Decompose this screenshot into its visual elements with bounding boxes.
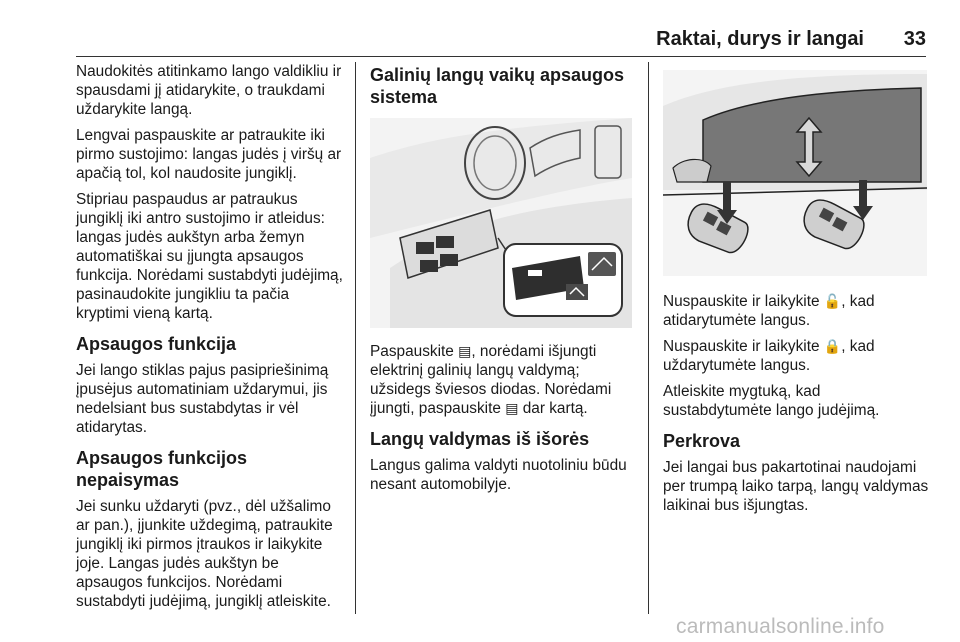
paragraph-overload: Jei langai bus pakartotinai naudojami per trumpą laiko tarpą, langų valdymas laikinai bus išjungtas. bbox=[663, 459, 929, 514]
watermark: carmanualsonline.info bbox=[676, 615, 885, 638]
column-divider-1 bbox=[355, 62, 356, 614]
paragraph-child-lock: Paspauskite ▤, norėdami išjungti elektrinį galinių langų valdymą; užsidegs šviesos diodas. Norėdami įjungti, paspauskite ▤ dar kartą. bbox=[370, 343, 612, 417]
column-divider-2 bbox=[648, 62, 649, 614]
header-rule bbox=[76, 56, 926, 57]
column-1 bbox=[76, 62, 344, 618]
heading-remote-window: Langų valdymas iš išorės bbox=[370, 429, 590, 449]
key-lock-icon: 🔒 bbox=[823, 338, 842, 354]
section-title: Raktai, durys ir langai bbox=[656, 28, 864, 50]
child-lock-window-icon: ▤ bbox=[505, 400, 519, 416]
paragraph-second-stop: Stipriau paspaudus ar patraukus jungiklį iki antro sustojimo ir atleidus: langas judės aukštyn arba žemyn automatiškai su įjungta apsaugos funkcija. Norėdami sustabdyti judėjimą, pasinaudokite jungikliu ta pačia kryptimi vieną kartą. bbox=[76, 191, 343, 322]
paragraph-safety-override: Jei sunku uždaryti (pvz., dėl užšalimo ar pan.), įjunkite uždegimą, patraukite jungiklį iki pirmos įtraukos ir laikykite joje. Langas judės aukštyn be apsaugos funkcijos. Norėdami sustabdyti judėjimą, jungiklį atleiskite. bbox=[76, 498, 333, 610]
column-2 bbox=[370, 62, 636, 501]
paragraph-first-stop: Lengvai paspauskite ar patraukite iki pirmo sustojimo: langas judės į viršų ar apačią tol, kol naudosite jungiklį. bbox=[76, 127, 342, 182]
paragraph-remote-window: Langus galima valdyti nuotoliniu būdu nesant automobilyje. bbox=[370, 457, 627, 493]
page-header bbox=[76, 26, 926, 54]
paragraph-safety-function: Jei lango stiklas pajus pasipriešinimą įpusėjus automatiniam uždarymui, jis nedelsiant bus sustabdytas ir vėl atidarytas. bbox=[76, 362, 329, 436]
child-lock-window-icon: ▤ bbox=[458, 343, 472, 359]
key-unlock-icon: 🔓 bbox=[823, 293, 842, 309]
heading-overload: Perkrova bbox=[663, 431, 741, 451]
paragraph-stop-window: Atleiskite mygtuką, kad sustabdytumėte lango judėjimą. bbox=[663, 383, 880, 419]
paragraph-open-windows: Nuspauskite ir laikykite 🔓, kad atidarytumėte langus. bbox=[663, 293, 875, 329]
page-number: 33 bbox=[903, 28, 926, 50]
remote-window-illustration bbox=[663, 70, 927, 276]
paragraph-close-windows: Nuspauskite ir laikykite 🔒, kad uždarytumėte langus. bbox=[663, 338, 875, 374]
heading-safety-override: Apsaugos funkcijos nepaisymas bbox=[76, 448, 248, 490]
child-lock-switch-illustration bbox=[370, 118, 632, 328]
column-3 bbox=[663, 62, 931, 522]
heading-child-lock: Galinių langų vaikų apsaugos sistema bbox=[370, 65, 625, 107]
heading-safety-function: Apsaugos funkcija bbox=[76, 334, 237, 354]
paragraph-window-switch: Naudokitės atitinkamo lango valdikliu ir spausdami jį atidarykite, o traukdami uždarykite langą. bbox=[76, 63, 342, 118]
